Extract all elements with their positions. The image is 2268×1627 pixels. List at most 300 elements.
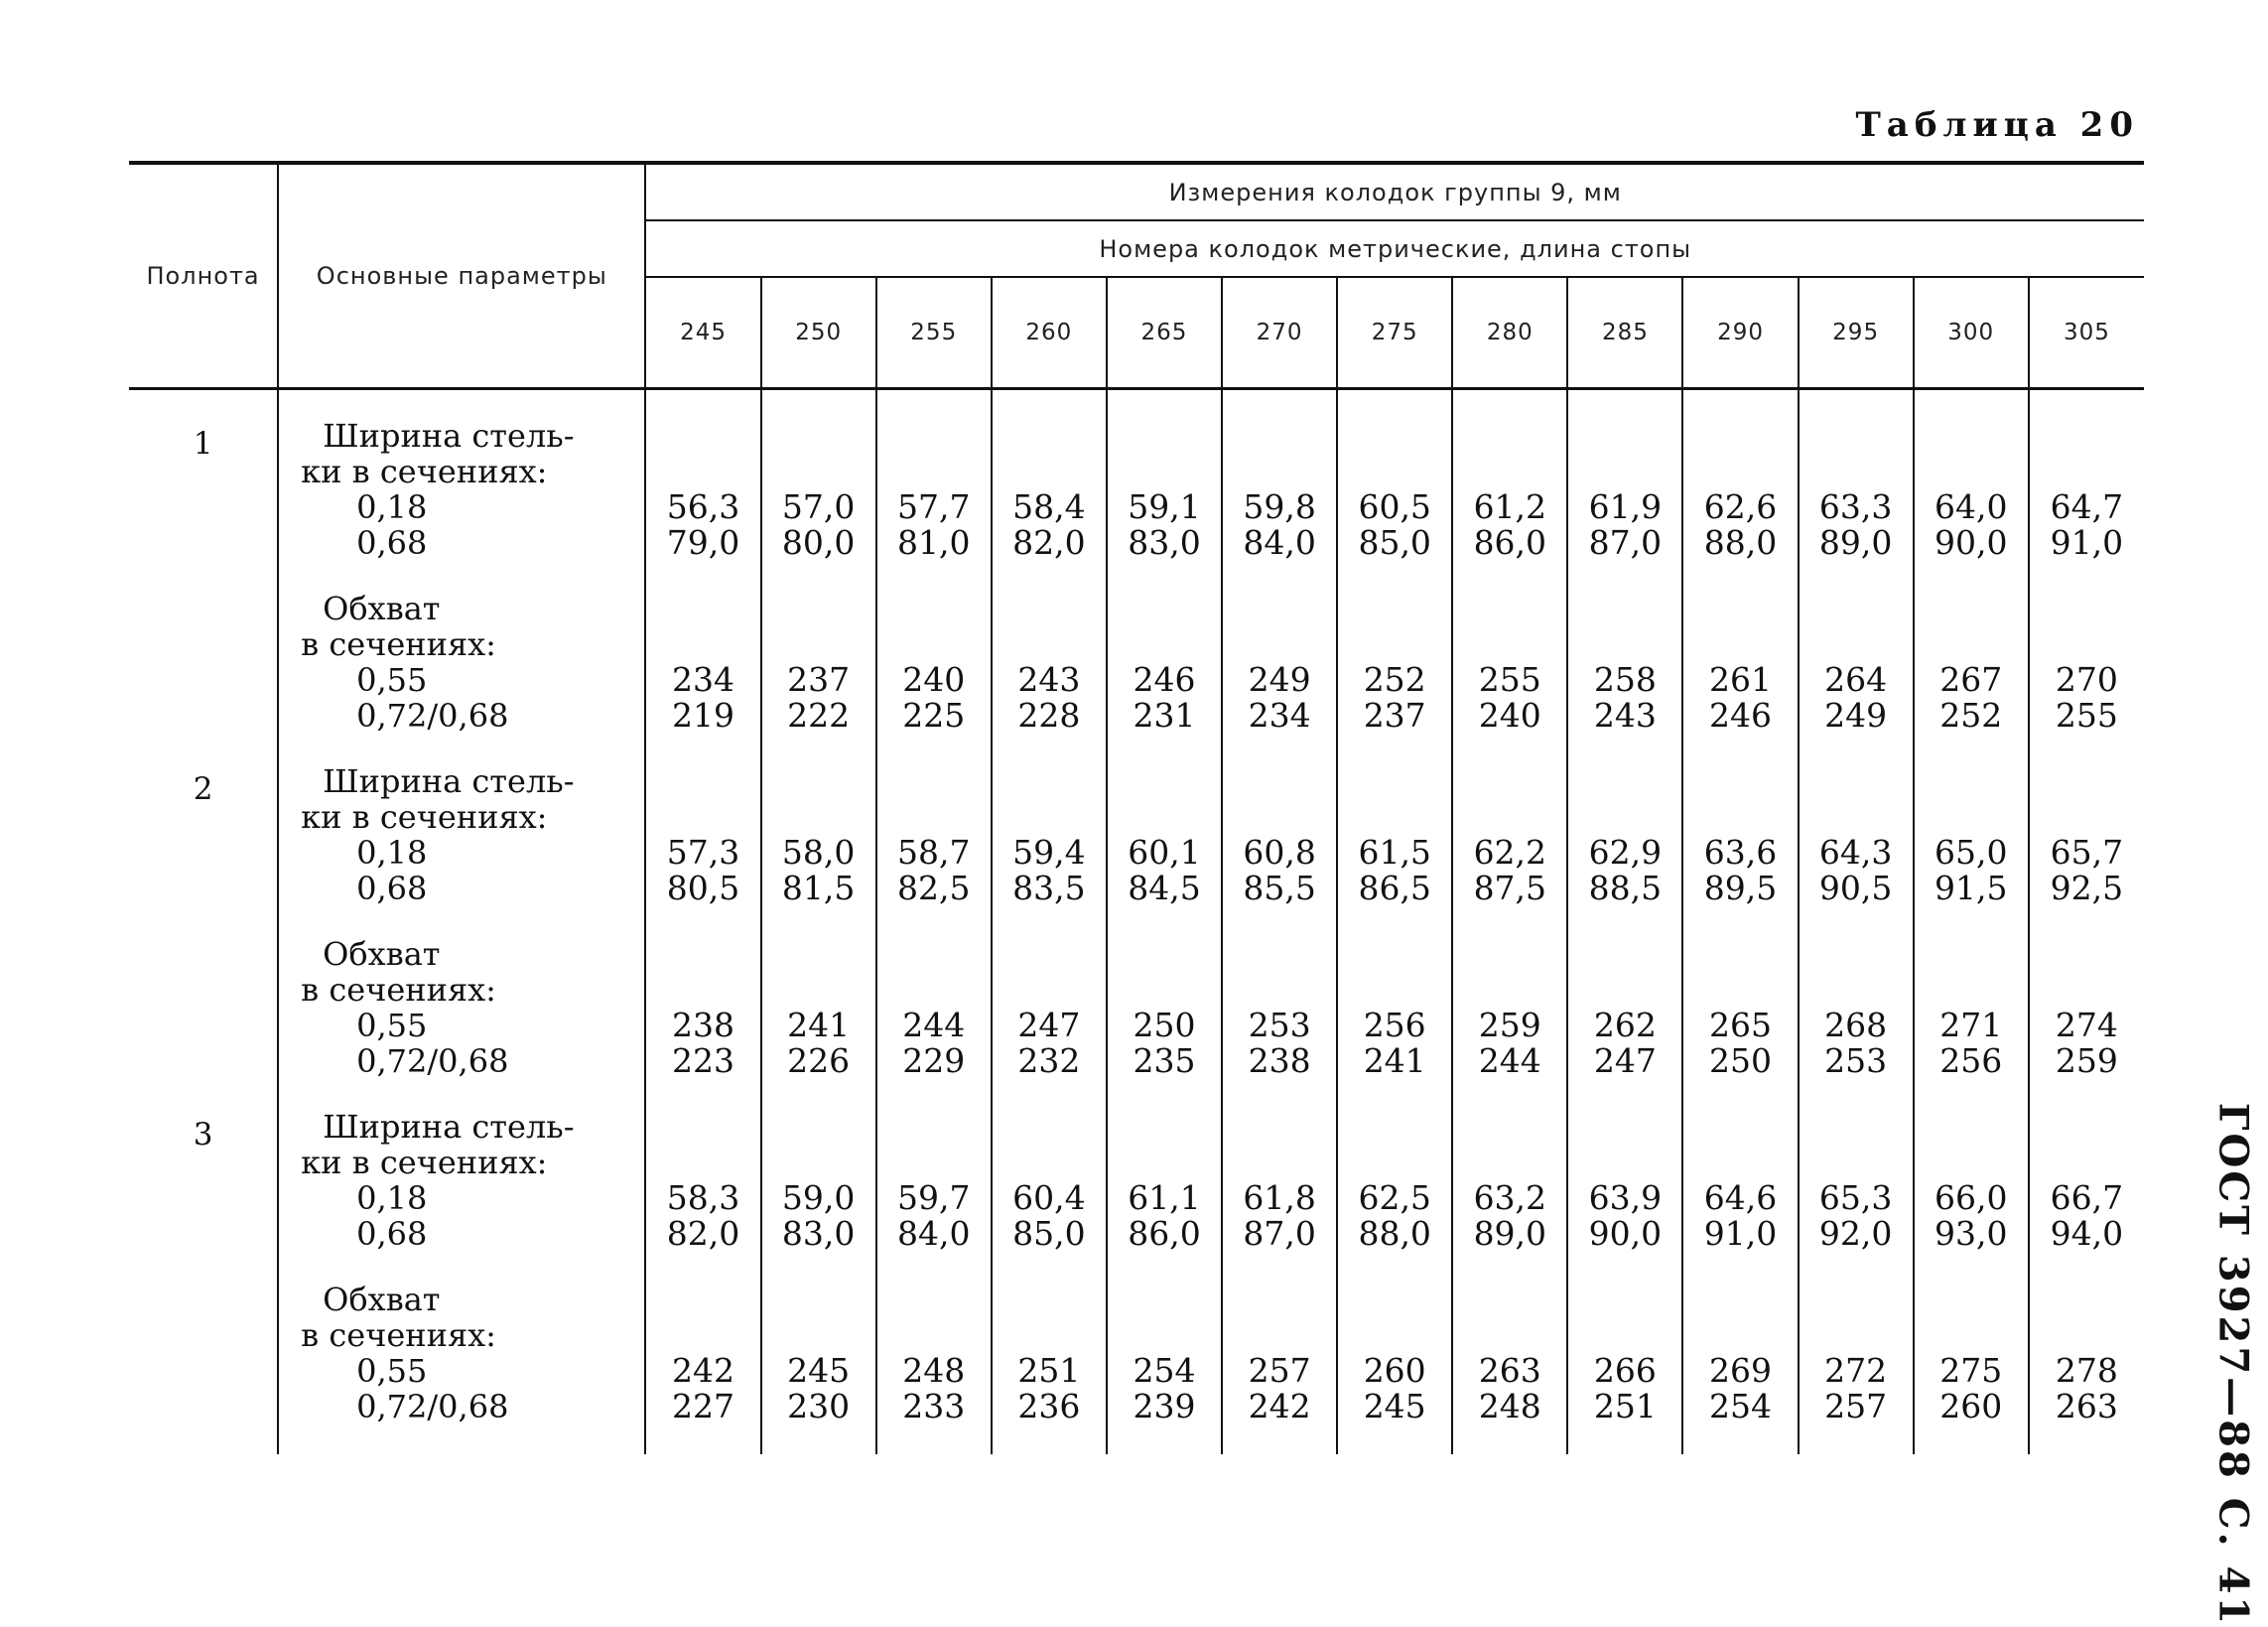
spacer-cell [645, 1252, 760, 1282]
value-cell [1337, 418, 1452, 561]
girth-param-cell [278, 591, 645, 734]
value-cell [1452, 418, 1567, 561]
value-upper: 261 [1709, 660, 1773, 699]
value-cell [1682, 591, 1798, 734]
value-upper: 57,0 [781, 487, 856, 526]
spacer-cell [1337, 1424, 1452, 1454]
value-upper: 250 [1133, 1006, 1196, 1044]
spacer-cell [2029, 1424, 2144, 1454]
value-lower: 88,5 [1588, 869, 1663, 907]
measurements-table [129, 161, 2144, 1454]
value-upper: 62,2 [1473, 833, 1547, 872]
spacer-cell [1682, 906, 1798, 936]
value-lower: 92,5 [2050, 869, 2124, 907]
value-upper: 59,8 [1243, 487, 1316, 526]
value-cell [1452, 1109, 1567, 1252]
value-cell [1914, 1282, 2029, 1424]
value-lower: 88,0 [1703, 523, 1778, 562]
spacer-cell [1337, 734, 1452, 763]
value-lower: 91,0 [1703, 1214, 1778, 1253]
value-cell [1337, 763, 1452, 906]
girth-param-label: в сечениях: [301, 1316, 496, 1354]
spacer-cell [645, 906, 760, 936]
spacer-cell [2029, 734, 2144, 763]
value-upper: 274 [2055, 1006, 2118, 1044]
value-cell [761, 763, 876, 906]
value-upper: 237 [787, 660, 851, 699]
value-lower: 81,5 [781, 869, 856, 907]
value-lower: 85,0 [1358, 523, 1431, 562]
spacer-cell [278, 1252, 645, 1282]
header-params: Основные параметры [278, 163, 645, 389]
spacer-cell [761, 906, 876, 936]
value-lower: 222 [787, 696, 851, 735]
spacer-row [129, 734, 2144, 763]
value-cell [1337, 1282, 1452, 1424]
section-label: 0,55 [356, 1352, 428, 1390]
section-label: 0,68 [356, 1215, 428, 1253]
spacer-cell [1682, 389, 1798, 419]
value-upper: 265 [1709, 1006, 1773, 1044]
document-code: ГОСТ 3927—88 С. 41 [2209, 1102, 2257, 1627]
header-group: Измерения колодок группы 9, мм [645, 163, 2144, 220]
value-upper: 248 [902, 1351, 966, 1390]
spacer-cell [1337, 906, 1452, 936]
spacer-row [129, 389, 2144, 419]
value-upper: 63,6 [1703, 833, 1778, 872]
girth-param-cell [278, 936, 645, 1079]
spacer-cell [1222, 561, 1337, 591]
value-upper: 254 [1133, 1351, 1196, 1390]
value-cell [645, 763, 760, 906]
value-cell [1799, 418, 1914, 561]
fullness-cell [129, 936, 278, 1079]
value-cell [1799, 763, 1914, 906]
spacer-cell [1914, 1252, 2029, 1282]
spacer-cell [1567, 1424, 1682, 1454]
value-lower: 92,0 [1818, 1214, 1893, 1253]
value-cell [1452, 763, 1567, 906]
value-upper: 259 [1478, 1006, 1541, 1044]
value-upper: 66,7 [2050, 1178, 2124, 1217]
spacer-cell [1567, 1079, 1682, 1109]
header-sizes-caption: Номера колодок метрические, длина стопы [645, 220, 2144, 277]
value-cell [1914, 1109, 2029, 1252]
spacer-cell [645, 1079, 760, 1109]
spacer-cell [1567, 389, 1682, 419]
value-lower: 85,5 [1243, 869, 1316, 907]
value-upper: 60,1 [1128, 833, 1201, 872]
value-upper: 256 [1363, 1006, 1426, 1044]
spacer-cell [2029, 906, 2144, 936]
value-cell [992, 418, 1107, 561]
value-cell [2029, 1282, 2144, 1424]
spacer-cell [129, 1079, 278, 1109]
value-lower: 88,0 [1358, 1214, 1431, 1253]
spacer-cell [992, 561, 1107, 591]
width-param-label: ки в сечениях: [301, 1144, 548, 1181]
girth-param-label: в сечениях: [301, 971, 496, 1009]
value-cell [1682, 418, 1798, 561]
value-lower: 233 [902, 1387, 966, 1425]
value-lower: 227 [672, 1387, 735, 1425]
value-upper: 56,3 [666, 487, 740, 526]
spacer-cell [1452, 1424, 1567, 1454]
value-lower: 232 [1017, 1041, 1081, 1080]
value-upper: 266 [1593, 1351, 1657, 1390]
value-upper: 57,3 [666, 833, 740, 872]
value-lower: 87,0 [1243, 1214, 1316, 1253]
value-cell [992, 1109, 1107, 1252]
value-upper: 65,7 [2050, 833, 2124, 872]
value-upper: 249 [1248, 660, 1311, 699]
spacer-cell [1799, 734, 1914, 763]
value-lower: 80,0 [781, 523, 856, 562]
spacer-cell [278, 734, 645, 763]
value-lower: 91,0 [2050, 523, 2124, 562]
value-cell [1799, 1282, 1914, 1424]
spacer-cell [1107, 906, 1222, 936]
spacer-cell [992, 1079, 1107, 1109]
spacer-cell [1222, 1252, 1337, 1282]
spacer-cell [761, 389, 876, 419]
spacer-cell [761, 561, 876, 591]
spacer-cell [876, 389, 992, 419]
value-cell [1337, 591, 1452, 734]
spacer-cell [761, 734, 876, 763]
spacer-cell [129, 389, 278, 419]
value-upper: 58,7 [897, 833, 971, 872]
value-upper: 270 [2055, 660, 2118, 699]
spacer-cell [1799, 906, 1914, 936]
spacer-cell [645, 561, 760, 591]
section-label: 0,55 [356, 1007, 428, 1044]
section-label: 0,68 [356, 870, 428, 907]
spacer-cell [1107, 1424, 1222, 1454]
spacer-cell [1799, 561, 1914, 591]
value-cell [1222, 763, 1337, 906]
section-label: 0,68 [356, 524, 428, 562]
spacer-cell [645, 389, 760, 419]
spacer-cell [1682, 734, 1798, 763]
value-cell [1107, 1109, 1222, 1252]
value-cell [1107, 418, 1222, 561]
value-cell [1799, 936, 1914, 1079]
value-cell [1682, 936, 1798, 1079]
value-lower: 84,0 [1243, 523, 1316, 562]
spacer-cell [1682, 1424, 1798, 1454]
value-cell [1107, 1282, 1222, 1424]
girth-param-label: в сечениях: [301, 625, 496, 663]
value-lower: 86,0 [1473, 523, 1547, 562]
value-upper: 62,5 [1358, 1178, 1431, 1217]
value-lower: 219 [672, 696, 735, 735]
spacer-row [129, 1079, 2144, 1109]
value-cell [1567, 936, 1682, 1079]
value-upper: 65,0 [1934, 833, 2008, 872]
spacer-cell [645, 734, 760, 763]
spacer-cell [1682, 1252, 1798, 1282]
value-upper: 66,0 [1934, 1178, 2008, 1217]
value-upper: 247 [1017, 1006, 1081, 1044]
value-cell [876, 418, 992, 561]
value-cell [1567, 591, 1682, 734]
size-header-cell: 295 [1799, 277, 1914, 389]
width-param-cell [278, 763, 645, 906]
fullness-cell [129, 591, 278, 734]
value-lower: 90,0 [1934, 523, 2008, 562]
spacer-cell [1452, 906, 1567, 936]
girth-param-label: Обхват [323, 935, 441, 973]
value-cell [1452, 936, 1567, 1079]
girth-param-label: Обхват [323, 590, 441, 627]
spacer-cell [129, 561, 278, 591]
value-upper: 57,7 [897, 487, 971, 526]
value-lower: 257 [1824, 1387, 1888, 1425]
value-lower: 236 [1017, 1387, 1081, 1425]
spacer-cell [992, 389, 1107, 419]
value-cell [876, 763, 992, 906]
value-cell [645, 1109, 760, 1252]
spacer-cell [1222, 1424, 1337, 1454]
value-upper: 257 [1248, 1351, 1311, 1390]
value-lower: 83,0 [1128, 523, 1201, 562]
value-upper: 255 [1478, 660, 1541, 699]
value-upper: 253 [1248, 1006, 1311, 1044]
value-upper: 63,3 [1818, 487, 1893, 526]
value-cell [1567, 1109, 1682, 1252]
value-cell [1222, 418, 1337, 561]
value-cell [992, 936, 1107, 1079]
value-cell [1222, 1109, 1337, 1252]
value-lower: 82,0 [1012, 523, 1086, 562]
value-cell [1914, 936, 2029, 1079]
value-lower: 251 [1593, 1387, 1657, 1425]
section-label: 0,72/0,68 [356, 697, 509, 735]
spacer-cell [876, 561, 992, 591]
spacer-cell [129, 734, 278, 763]
value-lower: 80,5 [666, 869, 740, 907]
size-header-cell: 300 [1914, 277, 2029, 389]
value-upper: 64,3 [1818, 833, 1893, 872]
spacer-cell [1682, 561, 1798, 591]
spacer-cell [278, 389, 645, 419]
value-upper: 243 [1017, 660, 1081, 699]
spacer-cell [1107, 1252, 1222, 1282]
spacer-cell [1107, 561, 1222, 591]
value-cell [992, 1282, 1107, 1424]
section-label: 0,55 [356, 661, 428, 699]
value-upper: 58,4 [1012, 487, 1086, 526]
value-cell [1914, 763, 2029, 906]
spacer-cell [876, 734, 992, 763]
value-lower: 259 [2055, 1041, 2118, 1080]
value-upper: 63,2 [1473, 1178, 1547, 1217]
value-upper: 59,0 [781, 1178, 856, 1217]
value-cell [1222, 591, 1337, 734]
value-upper: 62,6 [1703, 487, 1778, 526]
section-label: 0,18 [356, 834, 428, 872]
spacer-cell [1222, 734, 1337, 763]
spacer-cell [2029, 389, 2144, 419]
width-param-cell [278, 418, 645, 561]
value-upper: 241 [787, 1006, 851, 1044]
value-lower: 81,0 [897, 523, 971, 562]
size-header-cell: 265 [1107, 277, 1222, 389]
spacer-cell [1567, 734, 1682, 763]
value-upper: 251 [1017, 1351, 1081, 1390]
value-lower: 90,5 [1818, 869, 1893, 907]
spacer-cell [1799, 1079, 1914, 1109]
value-lower: 87,0 [1588, 523, 1663, 562]
spacer-cell [1567, 561, 1682, 591]
value-cell [2029, 1109, 2144, 1252]
size-header-cell: 270 [1222, 277, 1337, 389]
table-row [129, 1109, 2144, 1252]
value-lower: 234 [1248, 696, 1311, 735]
spacer-cell [1452, 1252, 1567, 1282]
size-header-cell: 250 [761, 277, 876, 389]
spacer-cell [1222, 1079, 1337, 1109]
value-upper: 262 [1593, 1006, 1657, 1044]
value-lower: 246 [1709, 696, 1773, 735]
value-cell [1682, 763, 1798, 906]
spacer-cell [1222, 906, 1337, 936]
value-cell [2029, 763, 2144, 906]
value-cell [1914, 418, 2029, 561]
size-header-cell: 260 [992, 277, 1107, 389]
value-lower: 94,0 [2050, 1214, 2124, 1253]
value-lower: 238 [1248, 1041, 1311, 1080]
value-lower: 252 [1939, 696, 2003, 735]
value-lower: 253 [1824, 1041, 1888, 1080]
value-cell [761, 1282, 876, 1424]
width-param-label: ки в сечениях: [301, 453, 548, 490]
value-upper: 63,9 [1588, 1178, 1663, 1217]
value-upper: 260 [1363, 1351, 1426, 1390]
value-lower: 228 [1017, 696, 1081, 735]
value-lower: 242 [1248, 1387, 1311, 1425]
value-upper: 61,5 [1358, 833, 1431, 872]
table-body [129, 389, 2144, 1455]
spacer-cell [1799, 389, 1914, 419]
value-upper: 59,4 [1012, 833, 1086, 872]
value-upper: 263 [1478, 1351, 1541, 1390]
size-header-cell: 290 [1682, 277, 1798, 389]
value-lower: 82,0 [666, 1214, 740, 1253]
value-lower: 87,5 [1473, 869, 1547, 907]
value-upper: 60,8 [1243, 833, 1316, 872]
value-upper: 59,1 [1128, 487, 1201, 526]
value-upper: 60,5 [1358, 487, 1431, 526]
spacer-cell [278, 1079, 645, 1109]
value-cell [1337, 936, 1452, 1079]
value-lower: 226 [787, 1041, 851, 1080]
spacer-cell [876, 1252, 992, 1282]
value-lower: 237 [1363, 696, 1426, 735]
spacer-cell [876, 906, 992, 936]
value-upper: 61,2 [1473, 487, 1547, 526]
value-cell [761, 1109, 876, 1252]
size-header-cell: 245 [645, 277, 760, 389]
value-upper: 240 [902, 660, 966, 699]
value-cell [1799, 1109, 1914, 1252]
value-lower: 241 [1363, 1041, 1426, 1080]
value-upper: 64,7 [2050, 487, 2124, 526]
value-cell [645, 1282, 760, 1424]
spacer-cell [1337, 1079, 1452, 1109]
spacer-cell [1914, 1424, 2029, 1454]
value-lower: 85,0 [1012, 1214, 1086, 1253]
spacer-cell [761, 1079, 876, 1109]
table-row [129, 763, 2144, 906]
spacer-cell [278, 561, 645, 591]
spacer-cell [2029, 1079, 2144, 1109]
spacer-cell [1107, 1079, 1222, 1109]
fullness-cell: 3 [193, 1117, 213, 1152]
value-upper: 264 [1824, 660, 1888, 699]
fullness-cell: 1 [193, 426, 213, 462]
value-upper: 268 [1824, 1006, 1888, 1044]
value-cell [645, 418, 760, 561]
value-upper: 58,3 [666, 1178, 740, 1217]
spacer-cell [761, 1424, 876, 1454]
value-cell [1452, 591, 1567, 734]
value-cell [1337, 1109, 1452, 1252]
value-cell [2029, 936, 2144, 1079]
spacer-cell [129, 906, 278, 936]
width-param-cell [278, 1109, 645, 1252]
spacer-row [129, 1424, 2144, 1454]
spacer-row [129, 1252, 2144, 1282]
value-cell [1452, 1282, 1567, 1424]
spacer-cell [278, 906, 645, 936]
value-lower: 240 [1478, 696, 1541, 735]
width-param-label: Ширина стель- [323, 417, 575, 455]
value-lower: 89,5 [1703, 869, 1778, 907]
spacer-cell [992, 906, 1107, 936]
spacer-cell [1567, 1252, 1682, 1282]
value-lower: 243 [1593, 696, 1657, 735]
value-lower: 82,5 [897, 869, 971, 907]
spacer-cell [876, 1079, 992, 1109]
spacer-cell [992, 1252, 1107, 1282]
value-lower: 84,5 [1128, 869, 1201, 907]
value-cell [1567, 418, 1682, 561]
value-cell [761, 591, 876, 734]
value-cell [1107, 591, 1222, 734]
spacer-cell [1914, 906, 2029, 936]
girth-param-cell [278, 1282, 645, 1424]
value-cell [1567, 763, 1682, 906]
value-upper: 61,8 [1243, 1178, 1316, 1217]
size-header-cell: 285 [1567, 277, 1682, 389]
value-upper: 60,4 [1012, 1178, 1086, 1217]
value-upper: 61,1 [1128, 1178, 1201, 1217]
value-lower: 263 [2055, 1387, 2118, 1425]
value-upper: 278 [2055, 1351, 2118, 1390]
value-lower: 93,0 [1934, 1214, 2008, 1253]
value-lower: 89,0 [1473, 1214, 1547, 1253]
value-lower: 231 [1133, 696, 1196, 735]
section-label: 0,18 [356, 488, 428, 526]
table-row [129, 418, 2144, 561]
width-param-label: Ширина стель- [323, 762, 575, 800]
value-upper: 62,9 [1588, 833, 1663, 872]
spacer-cell [1682, 1079, 1798, 1109]
spacer-cell [1107, 389, 1222, 419]
value-lower: 84,0 [897, 1214, 971, 1253]
